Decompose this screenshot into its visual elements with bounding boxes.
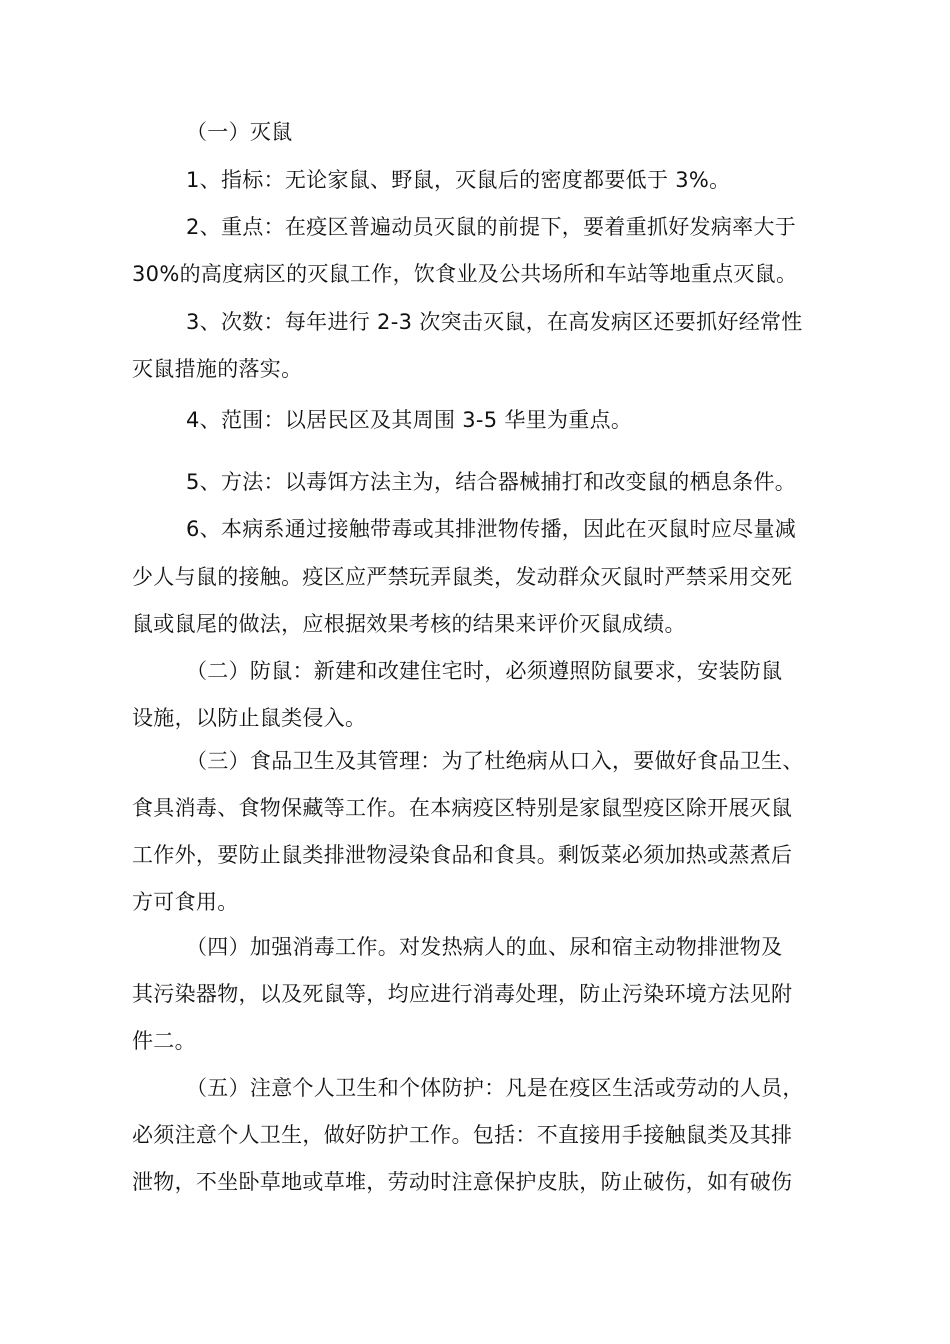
paragraph-line: 少人与鼠的接触。疫区应严禁玩弄鼠类，发动群众灭鼠时严禁采用交死: [132, 565, 793, 589]
section-heading-rodent-prevention: （二）防鼠：新建和改建住宅时，必须遵照防鼠要求，安装防鼠: [186, 659, 783, 683]
paragraph-line: 食具消毒、食物保藏等工作。在本病疫区特别是家鼠型疫区除开展灭鼠: [132, 796, 793, 820]
section-heading-food-hygiene: （三）食品卫生及其管理：为了杜绝病从口入，要做好食品卫生、: [186, 749, 804, 773]
paragraph-line: 件二。: [132, 1029, 196, 1053]
paragraph-line: 灭鼠措施的落实。: [132, 357, 303, 381]
paragraph-line: 必须注意个人卫生，做好防护工作。包括：不直接用手接触鼠类及其排: [132, 1123, 793, 1147]
paragraph-line: 其污染器物，以及死鼠等，均应进行消毒处理，防止污染环境方法见附: [132, 982, 793, 1006]
section-heading-disinfection: （四）加强消毒工作。对发热病人的血、尿和宿主动物排泄物及: [186, 935, 783, 959]
paragraph-line: 设施，以防止鼠类侵入。: [132, 706, 367, 730]
paragraph-line: 鼠或鼠尾的做法，应根据效果考核的结果来评价灭鼠成绩。: [132, 612, 686, 636]
paragraph-line: 工作外，要防止鼠类排泄物浸染食品和食具。剩饭菜必须加热或蒸煮后: [132, 843, 793, 867]
section-heading-personal-protection: （五）注意个人卫生和个体防护：凡是在疫区生活或劳动的人员，: [186, 1076, 804, 1100]
paragraph-line: 方可食用。: [132, 890, 239, 914]
paragraph-line: 4、范围：以居民区及其周围 3-5 华里为重点。: [186, 408, 633, 432]
paragraph-line: 3、次数：每年进行 2-3 次突击灭鼠，在高发病区还要抓好经常性: [186, 310, 803, 334]
paragraph-line: 1、指标：无论家鼠、野鼠，灭鼠后的密度都要低于 3%。: [186, 168, 731, 192]
paragraph-line: 2、重点：在疫区普遍动员灭鼠的前提下，要着重抓好发病率大于: [186, 215, 797, 239]
paragraph-line: 5、方法：以毒饵方法主为，结合器械捕打和改变鼠的栖息条件。: [186, 470, 797, 494]
paragraph-line: 泄物，不坐卧草地或草堆，劳动时注意保护皮肤，防止破伤，如有破伤: [132, 1170, 793, 1194]
paragraph-line: 30%的高度病区的灭鼠工作，饮食业及公共场所和车站等地重点灭鼠。: [132, 262, 798, 286]
section-heading-rodent-control: （一）灭鼠: [186, 120, 293, 144]
paragraph-line: 6、本病系通过接触带毒或其排泄物传播，因此在灭鼠时应尽量减: [186, 517, 797, 541]
